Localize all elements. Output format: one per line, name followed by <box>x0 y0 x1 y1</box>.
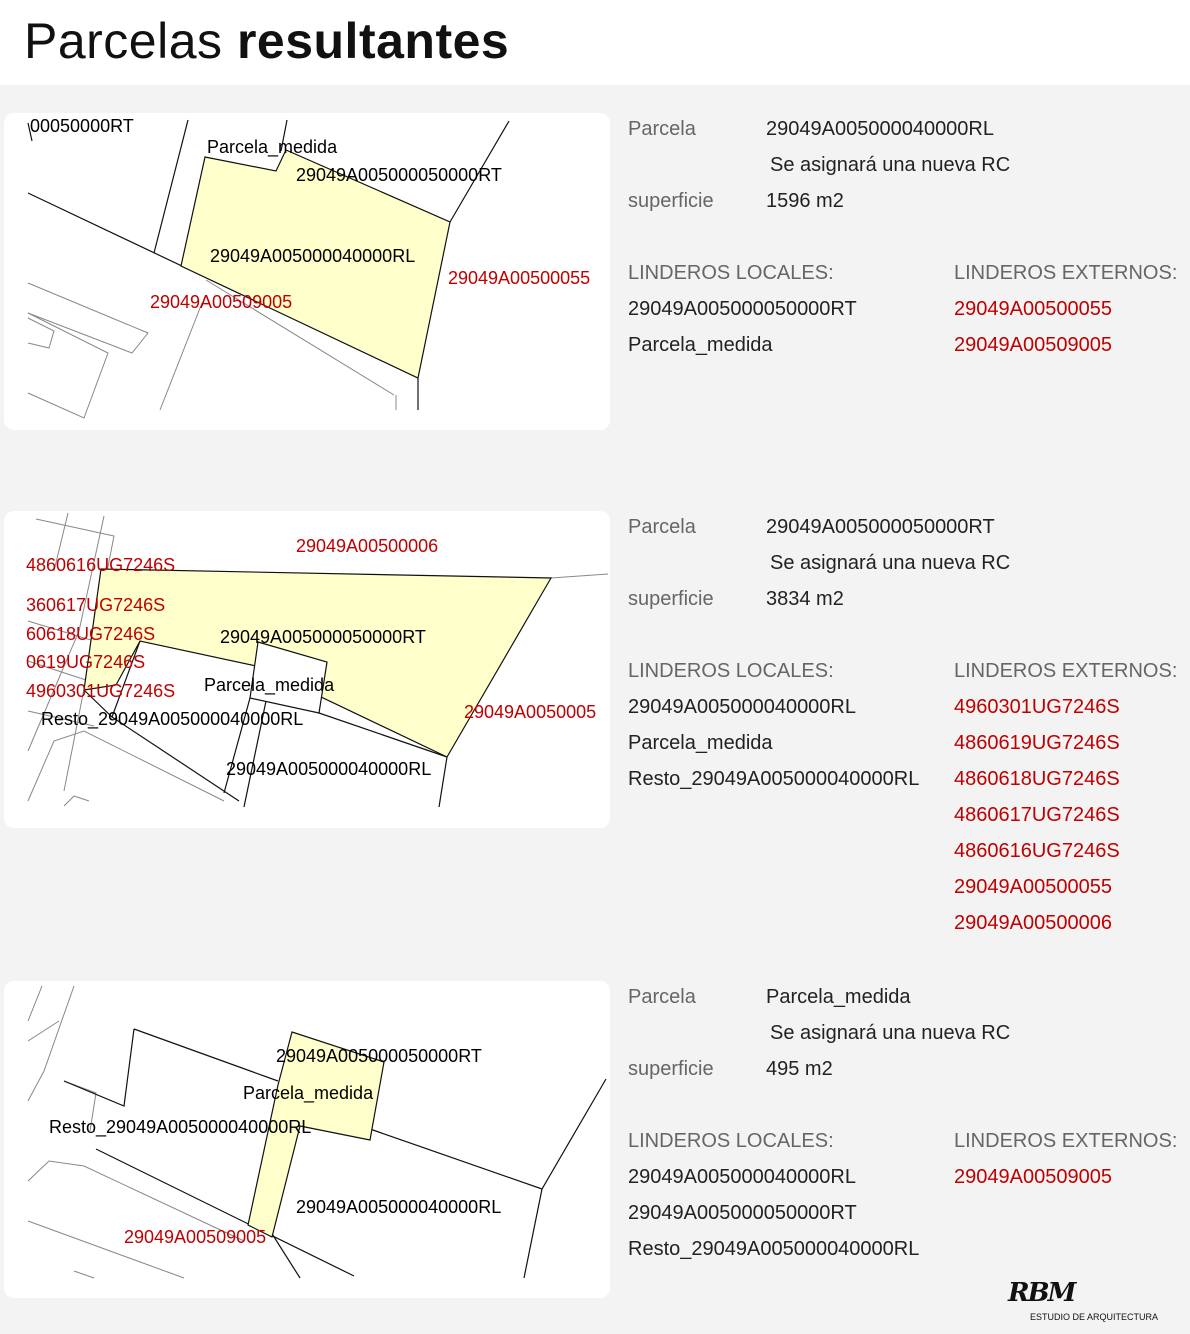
map-label-external: 29049A00509005 <box>150 292 293 312</box>
map-boundary-line <box>74 1271 94 1278</box>
linderos-externos-heading: LINDEROS EXTERNOS: <box>954 660 1178 682</box>
linderos-locales-heading: LINDEROS LOCALES: <box>628 262 834 284</box>
map-label: Resto_29049A005000040000RL <box>49 1117 312 1137</box>
lindero-local: 29049A005000040000RL <box>628 1166 856 1188</box>
map-boundary-line <box>64 1029 134 1106</box>
map-label-external: 60618UG7246S <box>26 624 156 644</box>
map-label: 00050000RT <box>30 116 134 136</box>
studio-logo <box>1008 1278 1168 1330</box>
map-label: 29049A005000050000RT <box>296 165 502 185</box>
parcela-value: Parcela_medida <box>766 986 911 1008</box>
lindero-local: 29049A005000040000RL <box>628 696 856 718</box>
map-label: 29049A005000050000RT <box>276 1046 482 1066</box>
lindero-externo: 29049A00509005 <box>954 334 1112 356</box>
lindero-local: Parcela_medida <box>628 732 773 754</box>
lindero-externo: 4860616UG7246S <box>954 840 1120 862</box>
parcela-label: Parcela <box>628 516 696 538</box>
map-boundary-line <box>28 731 224 801</box>
lindero-local: Parcela_medida <box>628 334 773 356</box>
map-label-external: 29049A00509005 <box>124 1227 267 1247</box>
map-boundary-line <box>84 690 239 801</box>
linderos-locales-heading: LINDEROS LOCALES: <box>628 1130 834 1152</box>
rc-note: Se asignará una nueva RC <box>770 1022 1011 1044</box>
parcela-value: 29049A005000040000RL <box>766 118 994 140</box>
map-label-external: 29049A00500055 <box>448 268 591 288</box>
lindero-externo: 4860618UG7246S <box>954 768 1120 790</box>
lindero-local: Resto_29049A005000040000RL <box>628 1238 920 1260</box>
linderos-externos-heading: LINDEROS EXTERNOS: <box>954 262 1178 284</box>
logo-mark: RBM <box>1008 1278 1075 1308</box>
map-label-external: 0619UG7246S <box>26 652 146 672</box>
map-label-external: 4960301UG7246S <box>26 681 176 701</box>
map-label-external: 29049A00500006 <box>296 536 439 556</box>
lindero-externo: 4860617UG7246S <box>954 804 1120 826</box>
lindero-externo: 4960301UG7246S <box>954 696 1120 718</box>
map-boundary-line <box>370 1079 606 1189</box>
map-label: 29049A005000040000RL <box>210 246 416 266</box>
map-boundary-line <box>64 796 89 806</box>
map-label-external: 4860616UG7246S <box>26 555 176 575</box>
map-parcel-1 <box>4 113 610 430</box>
lindero-local: Resto_29049A005000040000RL <box>628 768 920 790</box>
lindero-local: 29049A005000050000RT <box>628 298 857 320</box>
map-parcel-2 <box>4 511 610 828</box>
page-title: Parcelas resultantes <box>24 13 510 69</box>
superficie-label: superficie <box>628 1058 714 1080</box>
linderos-externos-heading: LINDEROS EXTERNOS: <box>954 1130 1178 1152</box>
parcela-value: 29049A005000050000RT <box>766 516 995 538</box>
linderos-locales-heading: LINDEROS LOCALES: <box>628 660 834 682</box>
map-boundary-line <box>439 757 447 807</box>
lindero-externo: 29049A00500055 <box>954 876 1112 898</box>
logo-subtitle: ESTUDIO DE ARQUITECTURA <box>1030 1312 1159 1322</box>
map-boundary-line <box>154 120 188 253</box>
map-label: Resto_29049A005000040000RL <box>41 709 304 729</box>
map-label: Parcela_medida <box>207 137 338 157</box>
map-label: 29049A005000040000RL <box>296 1197 502 1217</box>
superficie-value: 3834 m2 <box>766 588 844 610</box>
superficie-label: superficie <box>628 190 714 212</box>
map-boundary-line <box>269 1229 300 1278</box>
rc-note: Se asignará una nueva RC <box>770 154 1011 176</box>
map-label: Parcela_medida <box>204 675 335 695</box>
lindero-local: 29049A005000050000RT <box>628 1202 857 1224</box>
map-boundary-line <box>28 318 54 348</box>
superficie-value: 495 m2 <box>766 1058 833 1080</box>
rc-note: Se asignará una nueva RC <box>770 552 1011 574</box>
superficie-label: superficie <box>628 588 714 610</box>
map-boundary-line <box>28 986 42 1021</box>
lindero-externo: 29049A00500055 <box>954 298 1112 320</box>
map-boundary-line <box>551 574 608 578</box>
cadastral-map <box>4 511 610 828</box>
cadastral-map <box>4 113 610 430</box>
lindero-externo: 4860619UG7246S <box>954 732 1120 754</box>
lindero-externo: 29049A00500006 <box>954 912 1112 934</box>
map-label: Parcela_medida <box>243 1083 374 1103</box>
parcela-label: Parcela <box>628 986 696 1008</box>
superficie-value: 1596 m2 <box>766 190 844 212</box>
map-parcel-3 <box>4 981 610 1298</box>
map-label-external: 29049A0050005 <box>464 702 597 722</box>
map-boundary-line <box>160 303 202 410</box>
map-label-external: 360617UG7246S <box>26 595 166 615</box>
map-boundary-line <box>134 1029 278 1081</box>
map-boundary-line <box>524 1189 542 1278</box>
map-label: 29049A005000050000RT <box>220 627 426 647</box>
cadastral-map <box>4 981 610 1298</box>
lindero-externo: 29049A00509005 <box>954 1166 1112 1188</box>
map-label: 29049A005000040000RL <box>226 759 432 779</box>
parcela-label: Parcela <box>628 118 696 140</box>
map-boundary-line <box>28 1021 59 1041</box>
